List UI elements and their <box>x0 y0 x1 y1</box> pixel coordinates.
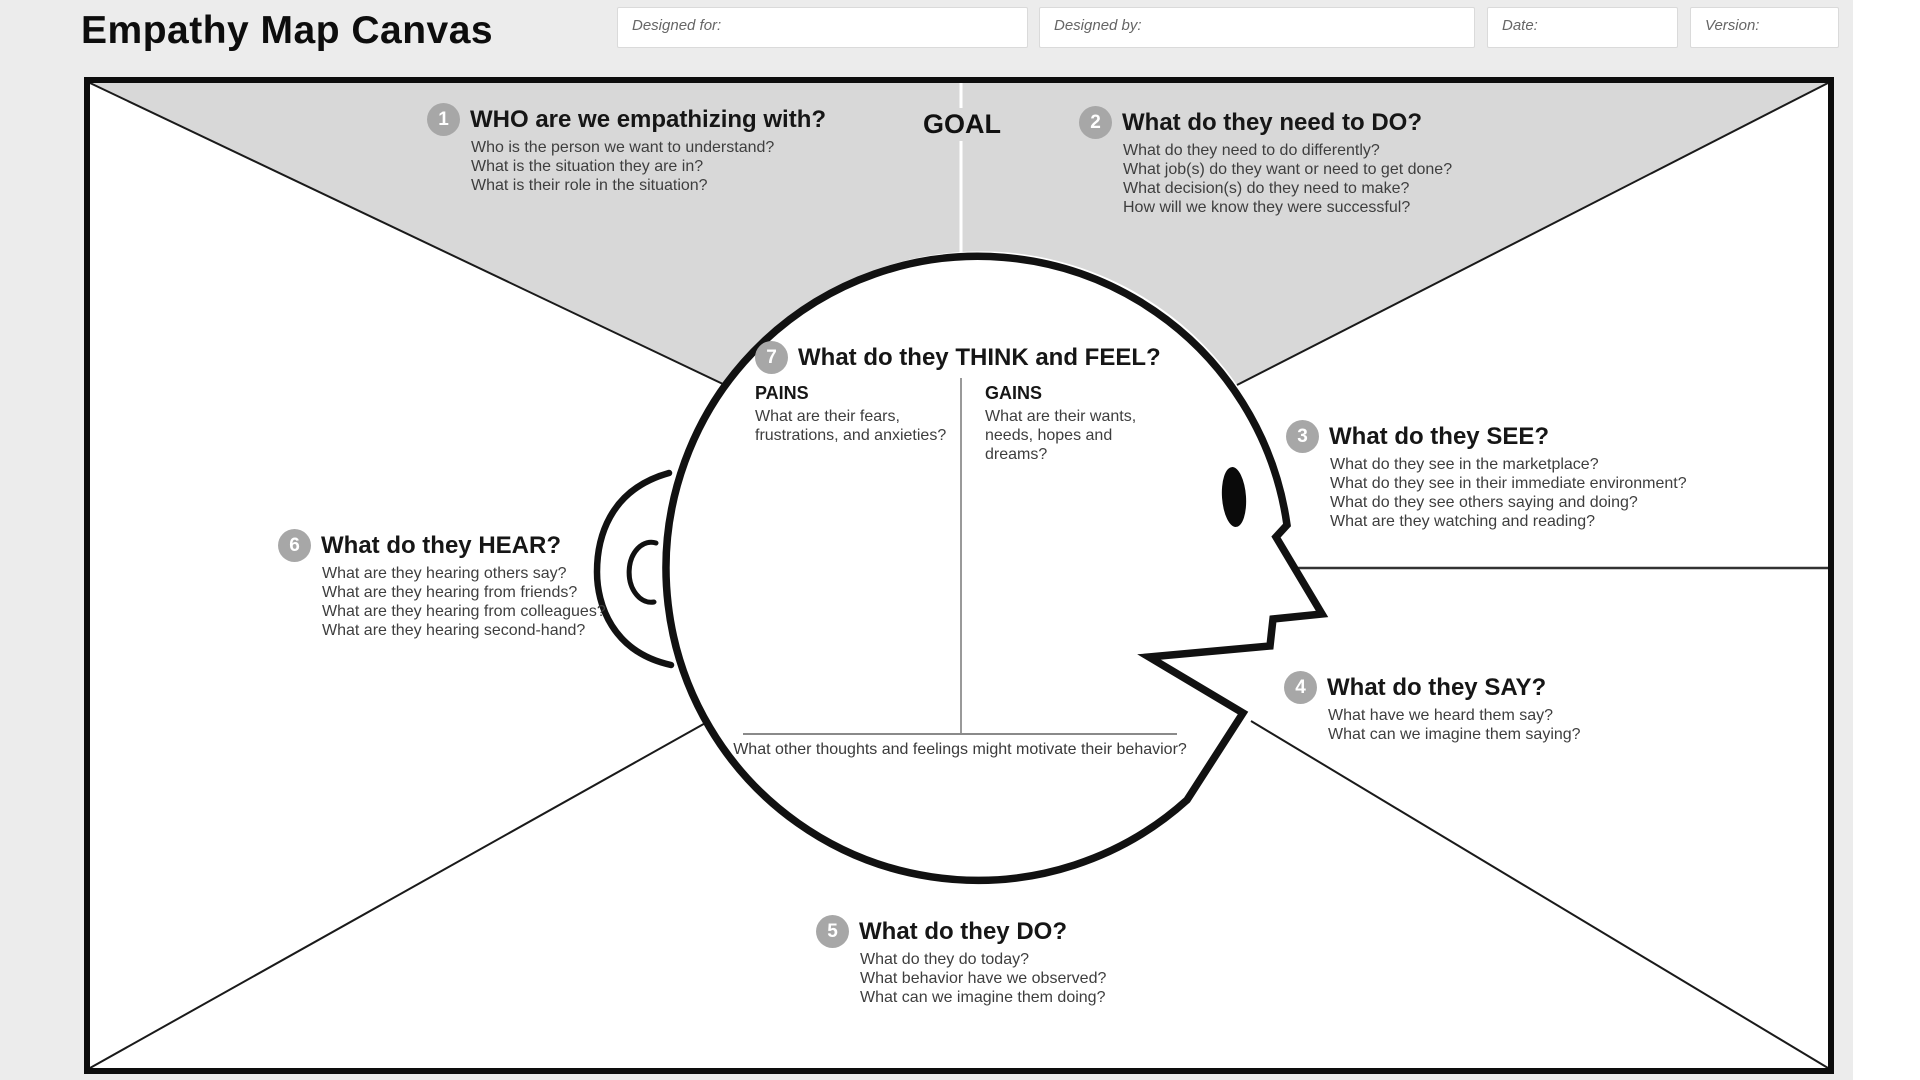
section-hear-badge: 6 <box>278 529 311 562</box>
gains-question: What are their wants, needs, hopes and dreams? <box>985 408 1137 463</box>
section-think-feel <box>755 341 1161 463</box>
designed-by-label: Designed by: <box>1054 17 1142 34</box>
section-who <box>427 103 826 195</box>
section-need-do-badge: 2 <box>1079 106 1112 139</box>
question-line: What are they watching and reading? <box>1330 513 1596 530</box>
question-line: What do they do today? <box>860 951 1029 968</box>
question-line: What do they need to do differently? <box>1123 142 1380 159</box>
section-do-badge: 5 <box>816 915 849 948</box>
question-line: What is their role in the situation? <box>471 177 708 194</box>
question-line: What job(s) do they want or need to get done? <box>1123 161 1453 178</box>
gains-column <box>985 383 1170 464</box>
question-line: What behavior have we observed? <box>860 970 1107 987</box>
question-line: How will we know they were successful? <box>1123 199 1411 216</box>
pains-question: What are their fears, frustrations, and anxieties? <box>755 408 947 444</box>
section-do-heading: What do they DO? <box>859 917 1067 945</box>
question-line: What are they hearing from friends? <box>322 584 578 601</box>
question-line: What are they hearing second-hand? <box>322 622 586 639</box>
section-say-heading: What do they SAY? <box>1327 673 1547 701</box>
section-say <box>1284 671 1581 744</box>
question-line: What are they hearing from colleagues? <box>322 603 606 620</box>
section-hear-heading: What do they HEAR? <box>321 531 561 559</box>
section-think-feel-badge: 7 <box>755 341 788 374</box>
section-who-badge: 1 <box>427 103 460 136</box>
section-do <box>816 915 1106 1007</box>
question-line: What are they hearing others say? <box>322 565 567 582</box>
question-line: What have we heard them say? <box>1328 707 1554 724</box>
question-line: What can we imagine them saying? <box>1328 726 1581 743</box>
section-who-heading: WHO are we empathizing with? <box>470 105 827 133</box>
designed-for-label: Designed for: <box>632 17 722 34</box>
page-title: Empathy Map Canvas <box>81 9 494 52</box>
pains-label: PAINS <box>755 383 809 403</box>
section-think-feel-heading: What do they THINK and FEEL? <box>798 343 1161 371</box>
version-label: Version: <box>1705 17 1760 34</box>
pains-column <box>755 383 950 445</box>
section-see-heading: What do they SEE? <box>1329 422 1550 450</box>
question-line: What do they see others saying and doing? <box>1330 494 1638 511</box>
section-hear <box>278 529 606 640</box>
date-label: Date: <box>1502 17 1538 34</box>
section-see-badge: 3 <box>1286 420 1319 453</box>
section-see <box>1286 420 1687 531</box>
question-line: What do they see in their immediate environment? <box>1330 475 1687 492</box>
question-line: What do they see in the marketplace? <box>1330 456 1599 473</box>
section-say-badge: 4 <box>1284 671 1317 704</box>
question-line: What can we imagine them doing? <box>860 989 1106 1006</box>
question-line: Who is the person we want to understand? <box>471 139 775 156</box>
question-line: What decision(s) do they need to make? <box>1123 180 1410 197</box>
gains-label: GAINS <box>985 383 1043 403</box>
goal-label: GOAL <box>923 109 1001 139</box>
section-need-do-heading: What do they need to DO? <box>1122 108 1422 136</box>
think-feel-footer-question: What other thoughts and feelings might motivate their behavior? <box>733 741 1187 758</box>
section-need-do <box>1079 106 1452 217</box>
question-line: What is the situation they are in? <box>471 158 704 175</box>
